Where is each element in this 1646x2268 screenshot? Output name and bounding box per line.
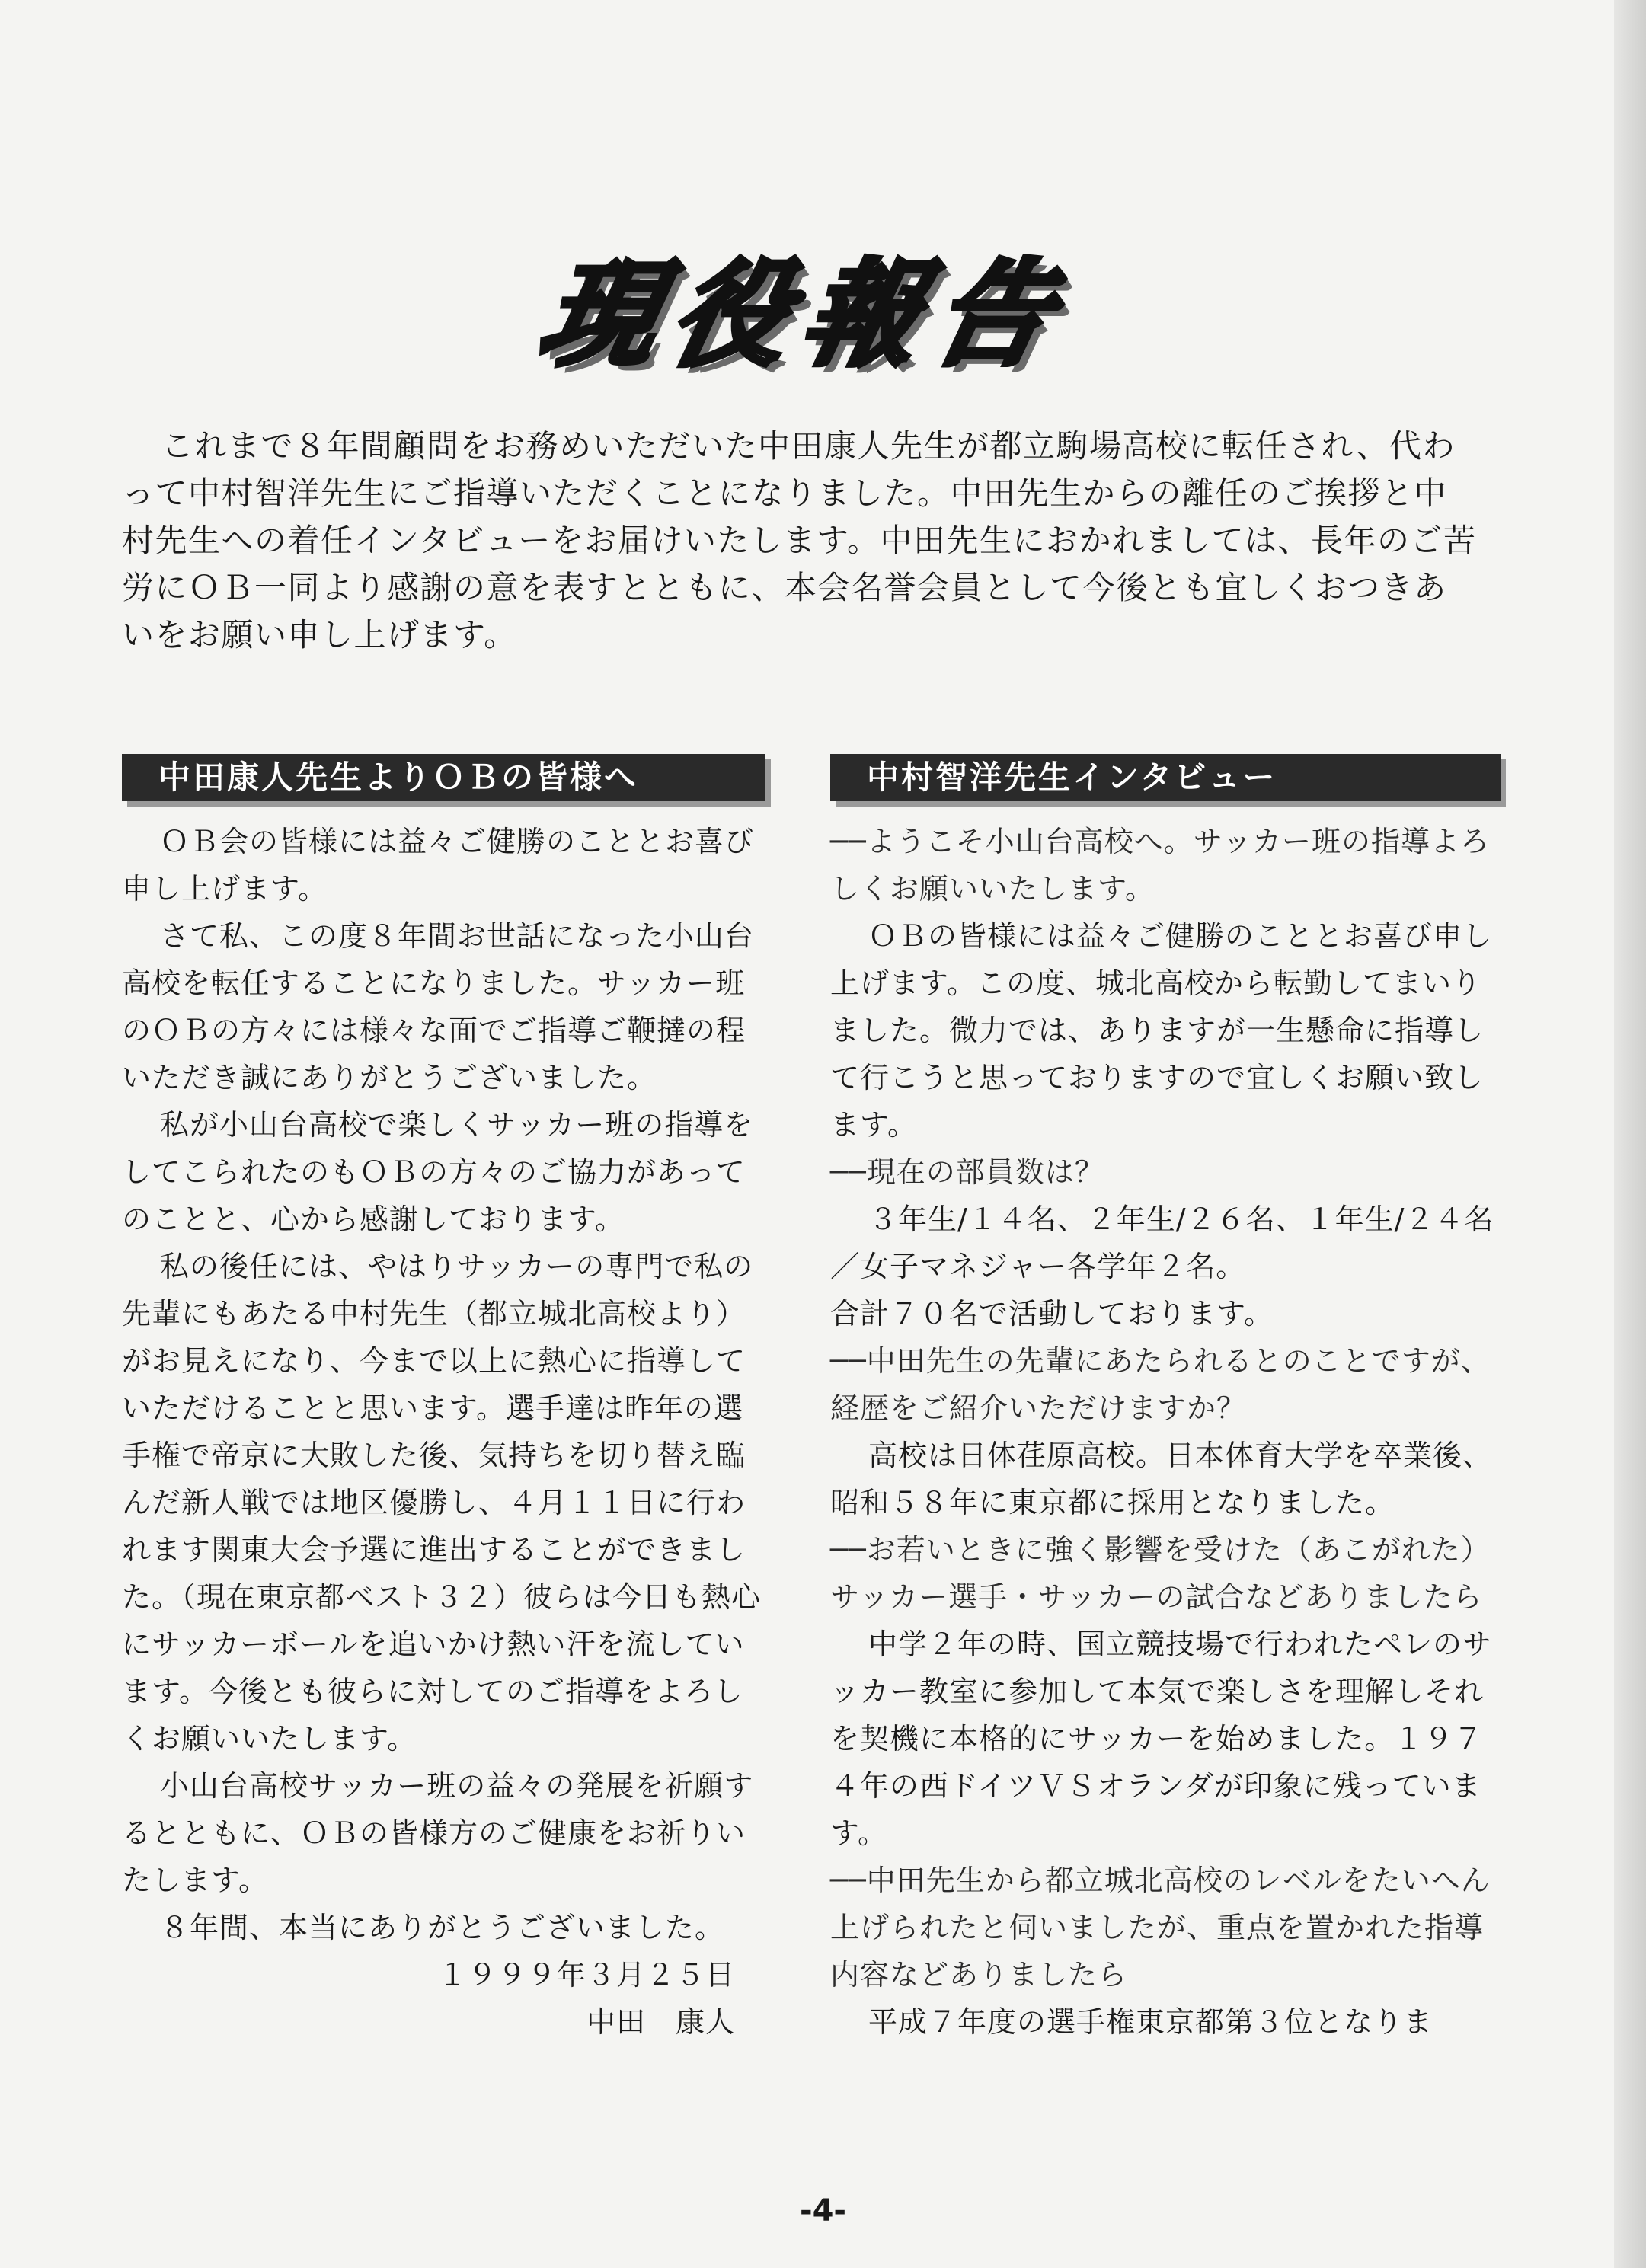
left-paragraph: 私の後任には、やはりサッカーの専門で私の先輩にもあたる中村先生（都立城北高校より）がお見えになり、今まで以上に熱心に指導していただけることと思います。選手達は昨年の選手権で帝京に大敗した後、気持ちを切り替え臨んだ新人戦では地区優勝し、４月１１日に行われます関東大会予選に進出することができました。（現在東京都ベスト３２）彼らは今日も熱心にサッカーボールを追いかけ熱い汗を流しています。今後とも彼らに対してのご指導をよろしくお願いいたします。 (122, 1250, 762, 1755)
letter-date: １９９９年３月２５日 (437, 1958, 735, 1992)
intro-paragraph: これまで８年間顧問をお務めいただいた中田康人先生が都立駒場高校に転任され、代わって中村智洋先生にご指導いただくことになりました。中田先生からの離任のご挨拶と中村先生への着任インタビューをお届けいたします。中田先生におかれましては、長年のご苦労にＯＢ一同より感謝の意を表すとともに、本会名誉会員として今後とも宜しくおつきあいをお願い申し上げます。 (122, 427, 1477, 653)
left-column-body (122, 818, 765, 2046)
letter-signature: 中田 康人 (586, 2005, 735, 2039)
interview-answer: 平成７年度の選手権東京都第３位となりま (868, 2005, 1433, 2039)
interview-question: ──中田先生の先輩にあたられるとのことですが、経歴をご紹介いただけますか？ (830, 1344, 1491, 1425)
right-section-heading: 中村智洋先生インタビュー (830, 754, 1501, 801)
title-block (358, 228, 1257, 381)
interview-answer: 合計７０名で活動しております。 (830, 1297, 1274, 1330)
interview-answer: ３年生/１４名、２年生/２６名、１年生/２４名／女子マネジャー各学年２名。 (830, 1203, 1494, 1283)
left-column (122, 754, 765, 2046)
interview-answer: ＯＢの皆様には益々ご健勝のこととお喜び申し上げます。この度、城北高校から転勤してまいりました。微力では、ありますが一生懸命に指導して行こうと思っておりますので宜しくお願い致します。 (830, 919, 1493, 1142)
page-number: -4- (799, 2193, 847, 2228)
left-paragraph: さて私、この度８年間お世話になった小山台高校を転任することになりました。サッカー班のＯＢの方々には様々な面でご指導ご鞭撻の程いただき誠にありがとうございました。 (122, 919, 755, 1094)
page-edge-shadow (1614, 0, 1646, 2268)
interview-question: ──中田先生から都立城北高校のレベルをたいへん上げられたと伺いましたが、重点を置かれた指導内容などありましたら (830, 1864, 1491, 1992)
right-column (830, 754, 1501, 2046)
left-section-heading: 中田康人先生よりＯＢの皆様へ (122, 754, 765, 801)
interview-answer: 中学２年の時、国立競技場で行われたペレのサッカー教室に参加して本気で楽しさを理解しそれを契機に本格的にサッカーを始めました。１９７４年の西ドイツＶＳオランダが印象に残っています。 (830, 1628, 1493, 1850)
interview-answer: 高校は日体荏原高校。日本体育大学を卒業後、昭和５８年に東京都に採用となりました。 (830, 1439, 1493, 1519)
interview-question: ──お若いときに強く影響を受けた（あこがれた）サッカー選手・サッカーの試合などありましたら (830, 1533, 1491, 1614)
page-title: 現役報告 (529, 249, 1082, 382)
interview-body (830, 818, 1501, 2046)
interview-question: ──現在の部員数は？ (830, 1155, 1104, 1189)
left-paragraph: ８年間、本当にありがとうございました。 (160, 1911, 725, 1944)
left-paragraph: 私が小山台高校で楽しくサッカー班の指導をしてこられたのもＯＢの方々のご協力があってのことと、心から感謝しております。 (122, 1108, 754, 1236)
interview-question: ──ようこそ小山台高校へ。サッカー班の指導よろしくお願いいたします。 (830, 825, 1490, 906)
left-paragraph: ＯＢ会の皆様には益々ご健勝のこととお喜び申し上げます。 (122, 825, 755, 906)
left-paragraph: 小山台高校サッカー班の益々の発展を祈願するとともに、ＯＢの皆様方のご健康をお祈りいたします。 (122, 1769, 754, 1897)
